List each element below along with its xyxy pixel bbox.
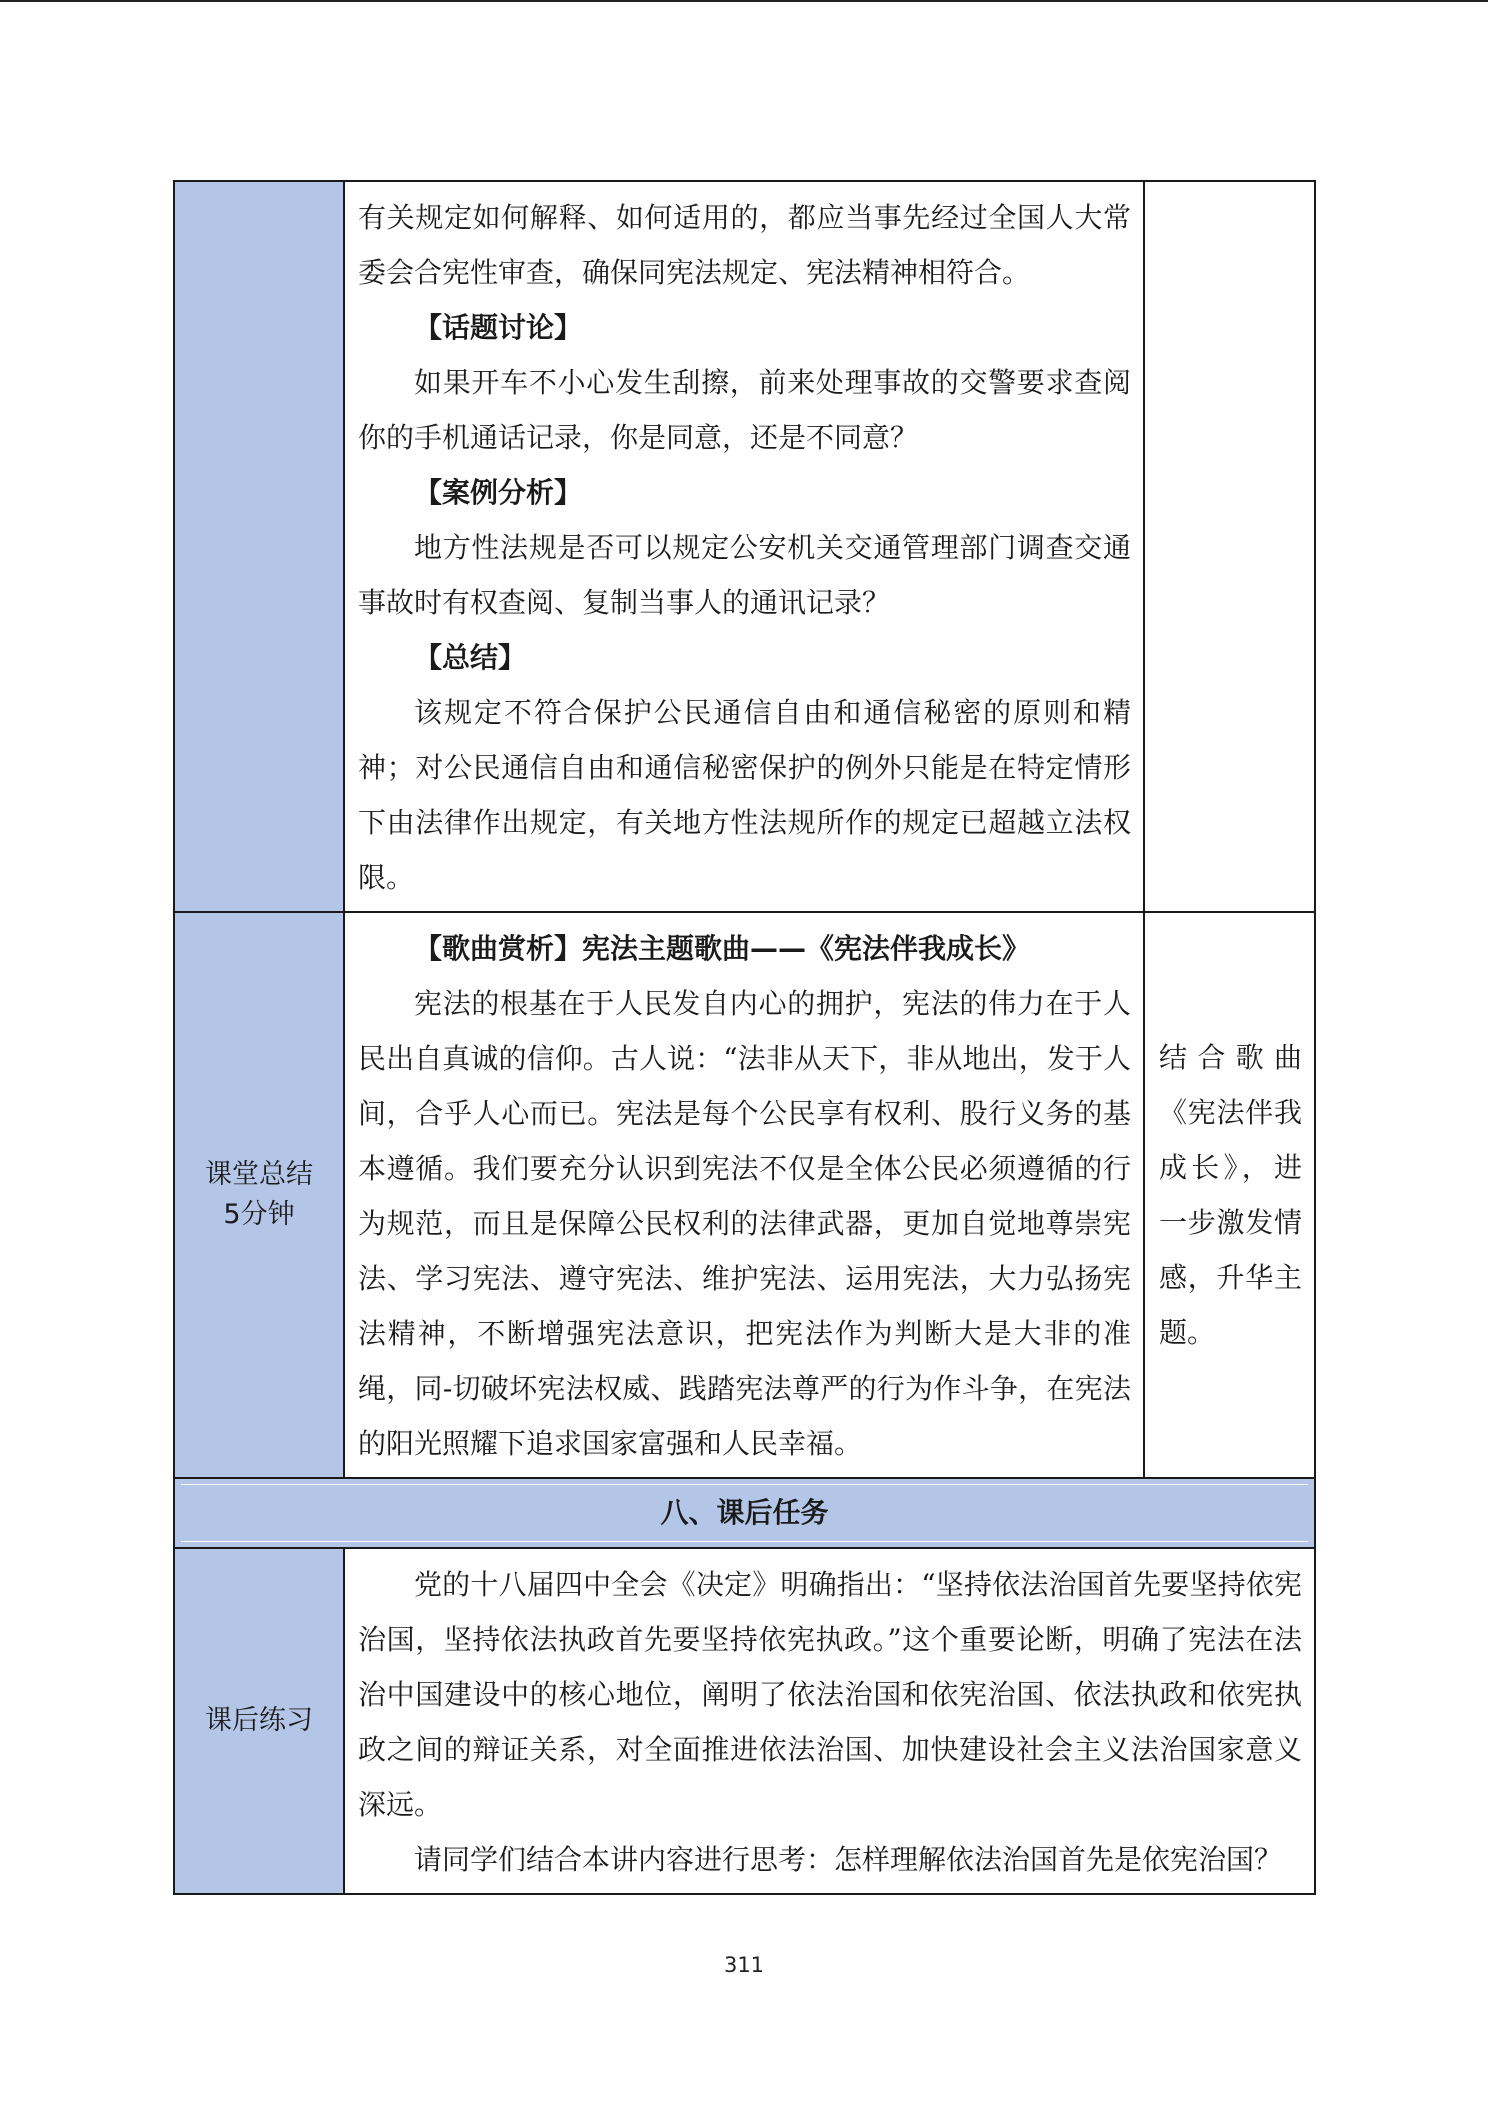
row-label-empty	[174, 181, 344, 912]
label-line: 课堂总结	[205, 1159, 313, 1190]
paragraph-constitution: 宪法的根基在于人民发自内心的拥护，宪法的伟力在于人民出自真诚的信仰。古人说：“法非从天下，非从地出，发于人间，合乎人心而已。宪法是每个公民享有权利、股行义务的基本遵循。我们要充分认识到宪法不仅是全体公民必须遵循的行为规范，而且是保障公民权利的法律武器，更加自觉地尊崇宪法、学习宪法、遵守宪法、维护宪法、运用宪法，大力弘扬宪法精神，不断增强宪法意识，把宪法作为判断大是大非的准绳，同-切破坏宪法权威、践踏宪法尊严的行为作斗争，在宪法的阳光照耀下追求国家富强和人民幸福。	[358, 987, 1131, 1460]
homework-content	[344, 1548, 1315, 1894]
lesson-plan-table	[173, 180, 1316, 1895]
row-label-homework: 课后练习	[174, 1548, 344, 1894]
section-title: 八、课后任务	[181, 1484, 1308, 1542]
heading-song-appreciation: 【歌曲赏析】宪法主题歌曲——《宪法伴我成长》	[414, 932, 1031, 965]
paragraph-decision-quote: 党的十八届四中全会《决定》明确指出：“坚持依法治国首先要坚持依宪治国，坚持依法执政首先要坚持依宪执政。”这个重要论断，明确了宪法在法治中国建设中的核心地位，阐明了依法治国和依宪治国、依法执政和依宪执政之间的辩证关系，对全面推进依法治国、加快建设社会主义法治国家意义深远。	[358, 1568, 1302, 1821]
paragraph-topic-discussion: 如果开车不小心发生刮擦，前来处理事故的交警要求查阅你的手机通话记录，你是同意，还是不同意？	[358, 366, 1131, 454]
section-header-homework	[174, 1478, 1315, 1548]
heading-case-analysis: 【案例分析】	[414, 476, 583, 509]
song-appreciation-content	[344, 912, 1144, 1478]
notes-cell-empty	[1144, 181, 1315, 912]
row-label-class-summary	[174, 912, 344, 1478]
table-row-homework	[174, 1548, 1315, 1894]
paragraph-case-analysis: 地方性法规是否可以规定公安机关交通管理部门调查交通事故时有权查阅、复制当事人的通讯记录？	[358, 531, 1131, 619]
table-row-class-summary	[174, 912, 1315, 1478]
label-duration: 5分钟	[223, 1199, 295, 1230]
table-row-discussion	[174, 181, 1315, 912]
paragraph-homework-question: 请同学们结合本讲内容进行思考：怎样理解依法治国首先是依宪治国？	[414, 1843, 1283, 1876]
heading-topic-discussion: 【话题讨论】	[414, 311, 583, 344]
note-text: 结合歌曲《宪法伴我成长》，进一步激发情感，升华主题。	[1159, 1041, 1302, 1349]
top-border-line	[0, 0, 1488, 2]
discussion-content	[344, 181, 1144, 912]
page-number: 311	[723, 1953, 765, 1977]
table-row-section-header	[174, 1478, 1315, 1548]
paragraph-continuation: 有关规定如何解释、如何适用的，都应当事先经过全国人大常委会合宪性审查，确保同宪法规定、宪法精神相符合。	[358, 201, 1131, 289]
heading-summary: 【总结】	[414, 641, 527, 674]
paragraph-summary: 该规定不符合保护公民通信自由和通信秘密的原则和精神；对公民通信自由和通信秘密保护的例外只能是在特定情形下由法律作出规定，有关地方性法规所作的规定已超越立法权限。	[358, 696, 1131, 894]
design-intent-note	[1144, 912, 1315, 1478]
